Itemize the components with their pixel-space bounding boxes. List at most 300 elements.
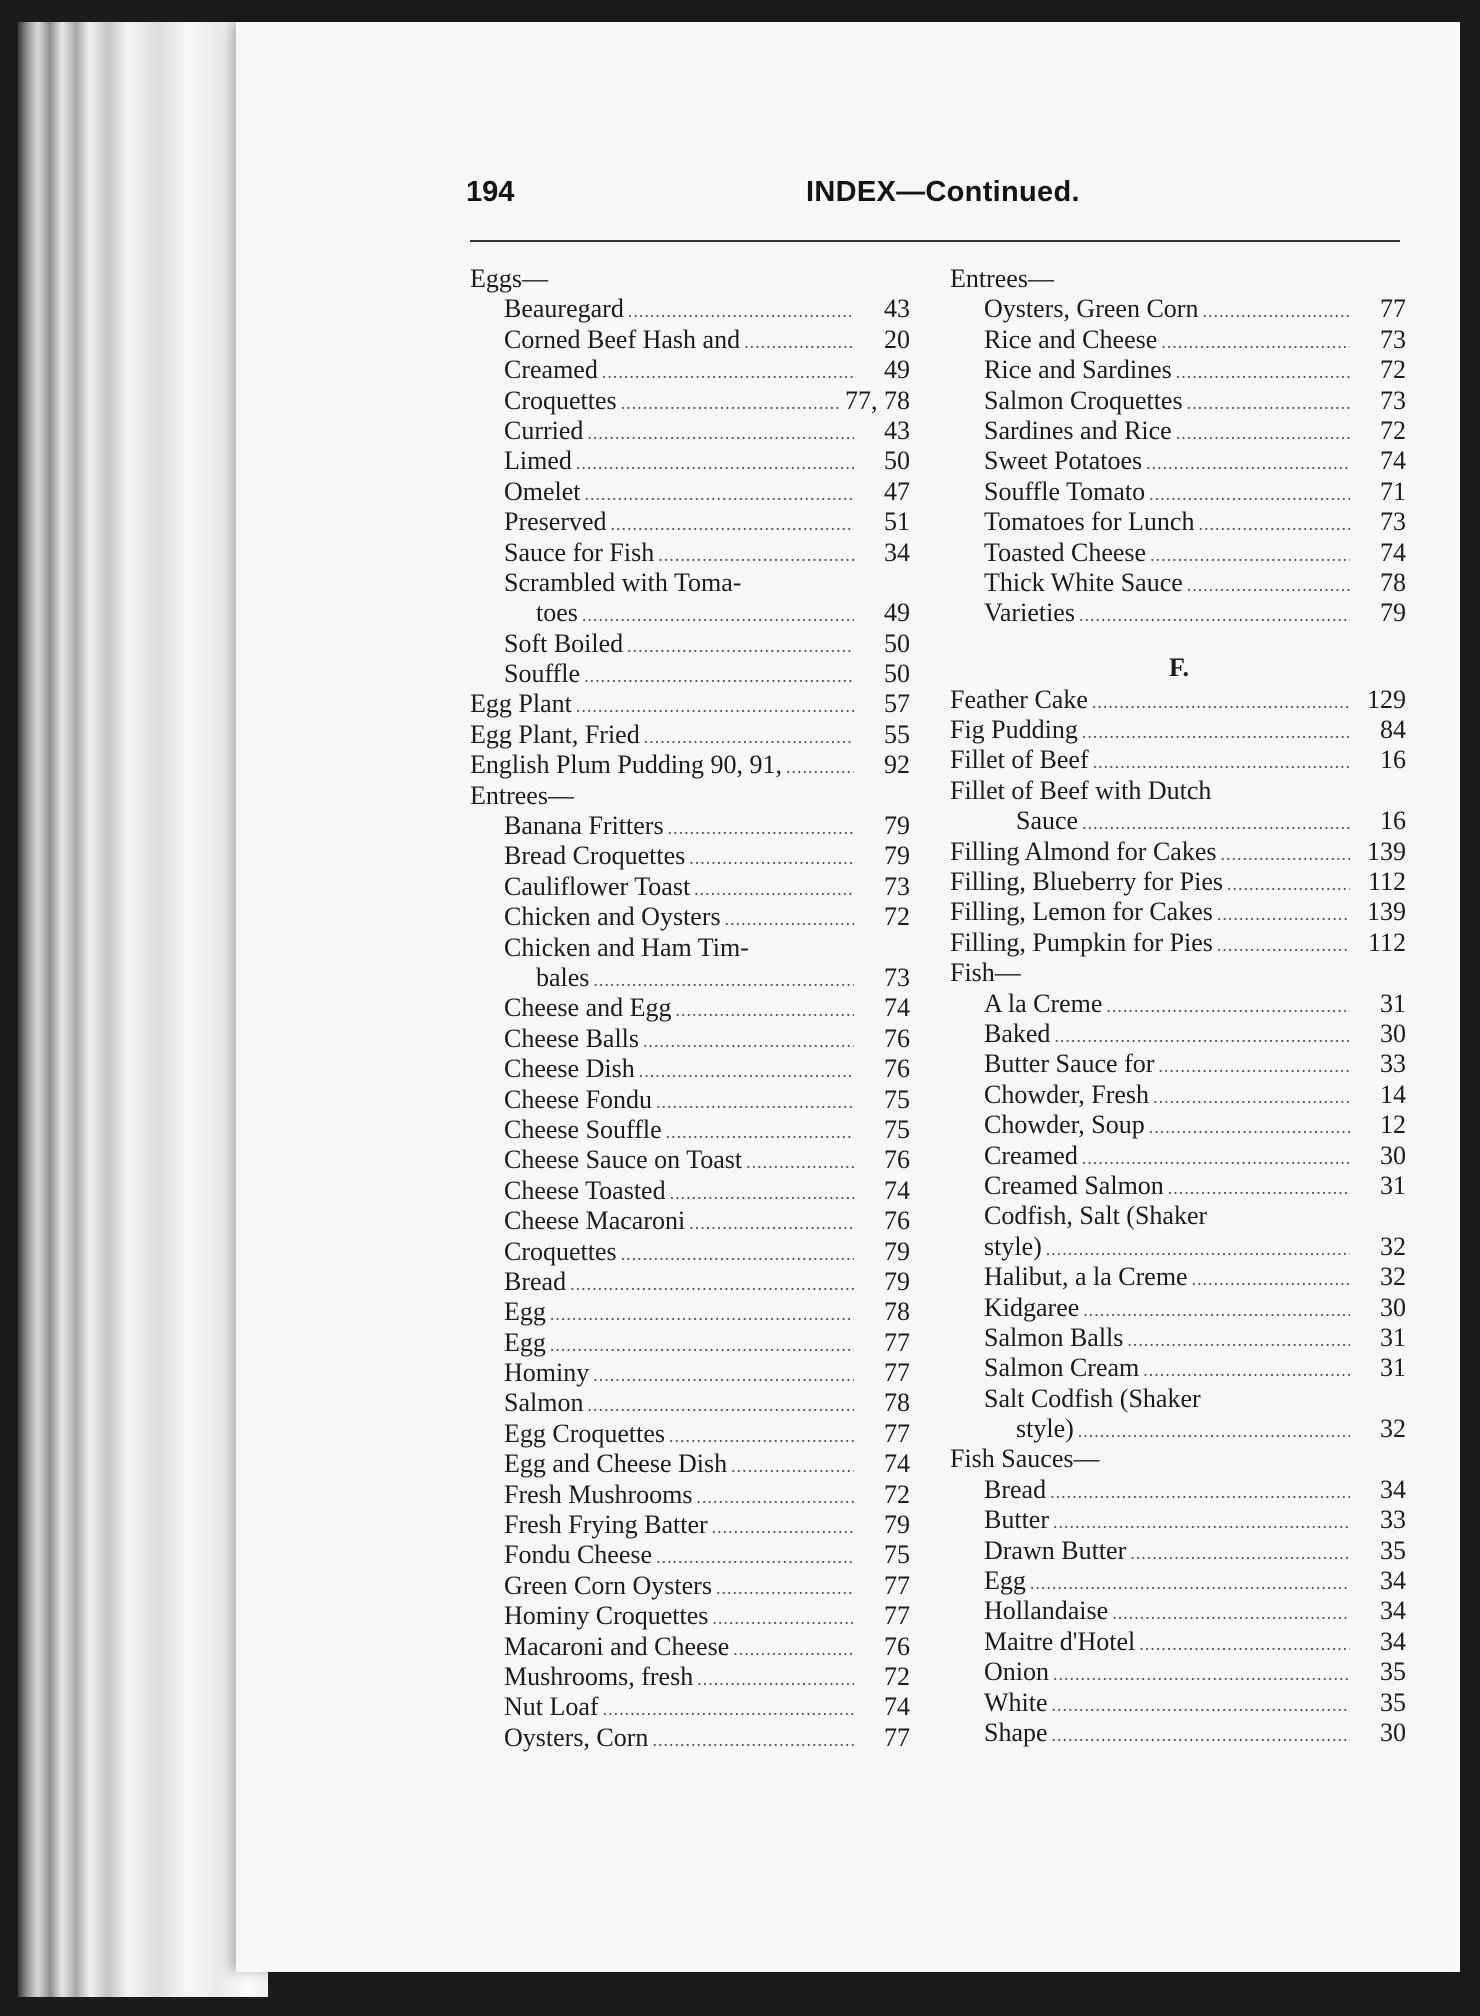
dot-leader xyxy=(669,1421,854,1451)
index-entry xyxy=(470,1297,912,1327)
dot-leader xyxy=(1106,991,1350,1021)
index-entry-label: style) xyxy=(984,1231,1042,1261)
dot-leader xyxy=(1143,1355,1350,1385)
index-entry-label: Soft Boiled xyxy=(504,628,624,658)
index-entry-label: Curried xyxy=(504,415,584,445)
index-entry xyxy=(470,507,912,537)
index-entry xyxy=(470,1723,912,1753)
index-entry-label: Fondu Cheese xyxy=(504,1540,653,1570)
dot-leader xyxy=(1046,1234,1350,1264)
index-entry-page: 73 xyxy=(1380,324,1406,354)
index-entry xyxy=(470,629,912,659)
index-entry-label: Fig Pudding xyxy=(950,715,1078,745)
dot-leader xyxy=(639,1056,854,1086)
index-entry-label: Entrees— xyxy=(950,264,1054,293)
index-entry-label: Filling, Pumpkin for Pies xyxy=(950,927,1213,957)
index-heading xyxy=(950,1384,1408,1414)
index-entry-label: Fish— xyxy=(950,958,1021,988)
index-entry xyxy=(470,1328,912,1358)
index-entry-label: Cheese Macaroni xyxy=(504,1206,686,1236)
index-heading xyxy=(470,264,912,294)
index-entry-page: 72 xyxy=(1380,355,1406,385)
index-entry xyxy=(470,1206,912,1236)
index-entry xyxy=(950,1323,1408,1353)
index-entry-label: Chowder, Soup xyxy=(984,1110,1145,1140)
index-entry-page: 35 xyxy=(1380,1535,1406,1565)
index-entry xyxy=(470,1571,912,1601)
index-entry-label: Egg xyxy=(984,1566,1026,1596)
index-entry xyxy=(470,1388,912,1418)
index-entry xyxy=(950,1293,1408,1323)
index-heading xyxy=(470,933,912,963)
index-entry-label: Egg xyxy=(504,1297,546,1327)
index-entry-label: Rice and Cheese xyxy=(984,324,1158,354)
index-entry-label: Butter Sauce for xyxy=(984,1049,1155,1079)
index-entry xyxy=(470,1540,912,1570)
index-entry xyxy=(470,1449,912,1479)
index-entry-page: 34 xyxy=(1380,1596,1406,1626)
index-entry-label: Cheese Souffle xyxy=(504,1114,662,1144)
dot-leader xyxy=(1187,388,1350,418)
index-entry-label: Cheese Dish xyxy=(504,1054,635,1084)
index-entry-page: 30 xyxy=(1380,1717,1406,1747)
index-entry xyxy=(470,1662,912,1692)
index-entry xyxy=(950,1232,1408,1262)
index-entry-label: Croquettes xyxy=(504,385,617,415)
index-entry xyxy=(470,325,912,355)
index-column-left xyxy=(470,264,912,1753)
index-entry-label: Preserved xyxy=(504,507,607,537)
index-entry xyxy=(470,963,912,993)
index-entry-page: 12 xyxy=(1380,1110,1406,1140)
dot-leader xyxy=(628,296,854,326)
index-entry xyxy=(470,598,912,628)
index-entry-page: 74 xyxy=(884,1692,910,1722)
index-entry-label: Tomatoes for Lunch xyxy=(984,507,1195,537)
dot-leader xyxy=(627,631,854,661)
index-entry-page: 73 xyxy=(884,962,910,992)
dot-leader xyxy=(670,1178,854,1208)
index-heading xyxy=(470,568,912,598)
index-entry-page: 73 xyxy=(1380,507,1406,537)
index-entry-label: Hominy xyxy=(504,1358,590,1388)
index-entry-label: Filling Almond for Cakes xyxy=(950,836,1217,866)
index-entry-label: Hollandaise xyxy=(984,1596,1109,1626)
index-entry-label: Egg Plant, Fried xyxy=(470,719,640,749)
index-entry-page: 72 xyxy=(884,902,910,932)
index-entry xyxy=(470,477,912,507)
dot-leader xyxy=(668,813,854,843)
index-entry-label: Souffle Tomato xyxy=(984,476,1146,506)
dot-leader xyxy=(576,691,854,721)
index-entry-page: 33 xyxy=(1380,1505,1406,1535)
index-entry-page: 77 xyxy=(884,1570,910,1600)
index-entry-page: 14 xyxy=(1380,1079,1406,1109)
index-entry-page: 43 xyxy=(884,294,910,324)
index-entry-page: 49 xyxy=(884,355,910,385)
index-entry-label: Bread Croquettes xyxy=(504,841,686,871)
index-entry xyxy=(950,1141,1408,1171)
index-entry xyxy=(470,1024,912,1054)
index-entry xyxy=(950,1110,1408,1140)
index-entry-label: Fillet of Beef xyxy=(950,745,1089,775)
index-entry-label: Macaroni and Cheese xyxy=(504,1631,730,1661)
index-entry-page: 76 xyxy=(884,1631,910,1661)
index-entry-label: Salmon xyxy=(504,1388,584,1418)
index-entry xyxy=(950,837,1408,867)
page-header xyxy=(466,176,1396,226)
index-entry-label: Egg Croquettes xyxy=(504,1418,666,1448)
dot-leader xyxy=(1198,509,1350,539)
dot-leader xyxy=(689,1208,854,1238)
dot-leader xyxy=(1161,327,1350,357)
dot-leader xyxy=(1052,1690,1350,1720)
index-entry-label: Salmon Cream xyxy=(984,1353,1140,1383)
index-entry-label: Scrambled with Toma- xyxy=(504,567,742,597)
index-entry xyxy=(950,416,1408,446)
index-entry-label: Omelet xyxy=(504,476,581,506)
index-entry-label: Cheese Balls xyxy=(504,1023,640,1053)
index-entry-label: Fresh Mushrooms xyxy=(504,1479,693,1509)
index-entry xyxy=(950,1262,1408,1292)
index-entry xyxy=(470,1145,912,1175)
dot-leader xyxy=(786,752,854,782)
index-entry-label: Onion xyxy=(984,1657,1049,1687)
index-entry xyxy=(950,806,1408,836)
index-entry-page: 16 xyxy=(1380,806,1406,836)
index-entry xyxy=(470,1601,912,1631)
index-entry-page: 79 xyxy=(884,1510,910,1540)
dot-leader xyxy=(1153,1082,1350,1112)
index-entry-page: 92 xyxy=(884,750,910,780)
index-entry-page: 129 xyxy=(1367,684,1406,714)
index-entry-label: Chowder, Fresh xyxy=(984,1079,1150,1109)
index-entry-page: 76 xyxy=(884,1023,910,1053)
index-heading xyxy=(470,781,912,811)
dot-leader xyxy=(621,388,841,418)
index-entry-label: Cauliflower Toast xyxy=(504,871,691,901)
index-entry-label: Bread xyxy=(504,1266,567,1296)
dot-leader xyxy=(1158,1051,1350,1081)
index-entry-label: Creamed xyxy=(984,1140,1078,1170)
index-entry-page: 31 xyxy=(1380,1322,1406,1352)
index-entry xyxy=(950,928,1408,958)
index-entry xyxy=(950,1566,1408,1596)
index-entry-page: 34 xyxy=(1380,1566,1406,1596)
index-entry-label: Nut Loaf xyxy=(504,1692,599,1722)
index-entry-label: A la Creme xyxy=(984,988,1103,1018)
dot-leader xyxy=(1092,687,1350,717)
dot-leader xyxy=(712,1512,854,1542)
index-entry-page: 55 xyxy=(884,719,910,749)
index-entry-page: 77, 78 xyxy=(845,385,910,415)
dot-leader xyxy=(1202,296,1350,326)
dot-leader xyxy=(585,479,854,509)
index-entry-label: Butter xyxy=(984,1505,1049,1535)
dot-leader xyxy=(643,1026,854,1056)
index-entry xyxy=(470,1115,912,1145)
index-entry-label: Kidgaree xyxy=(984,1292,1080,1322)
dot-leader xyxy=(1079,600,1350,630)
index-entry xyxy=(950,1505,1408,1535)
dot-leader xyxy=(1053,1507,1350,1537)
index-entry xyxy=(470,416,912,446)
index-entry-label: style) xyxy=(1016,1414,1074,1444)
index-entry xyxy=(470,1480,912,1510)
index-entry xyxy=(950,1475,1408,1505)
index-entry-page: 78 xyxy=(1380,567,1406,597)
dot-leader xyxy=(1176,357,1350,387)
book-page-edges xyxy=(18,22,268,1997)
dot-leader xyxy=(689,843,854,873)
index-entry xyxy=(950,1536,1408,1566)
index-entry-page: 32 xyxy=(1380,1231,1406,1261)
dot-leader xyxy=(716,1573,854,1603)
index-entry xyxy=(470,1085,912,1115)
index-entry xyxy=(470,872,912,902)
dot-leader xyxy=(584,661,854,691)
index-heading xyxy=(950,776,1408,806)
index-entry xyxy=(470,1237,912,1267)
index-entry-page: 30 xyxy=(1380,1140,1406,1170)
index-entry-page: 77 xyxy=(884,1722,910,1752)
index-entry-page: 32 xyxy=(1380,1414,1406,1444)
dot-leader xyxy=(593,965,854,995)
index-entry-label: Eggs— xyxy=(470,264,548,293)
dot-leader xyxy=(712,1603,854,1633)
index-entry-page: 77 xyxy=(1380,294,1406,324)
index-entry-label: Fresh Frying Batter xyxy=(504,1510,708,1540)
index-entry-label: Green Corn Oysters xyxy=(504,1570,712,1600)
dot-leader xyxy=(1082,1143,1350,1173)
index-entry xyxy=(470,720,912,750)
index-entry xyxy=(950,1596,1408,1626)
dot-leader xyxy=(658,540,854,570)
index-entry xyxy=(950,1080,1408,1110)
index-entry-label: Creamed Salmon xyxy=(984,1170,1164,1200)
dot-leader xyxy=(1093,747,1350,777)
index-entry-page: 57 xyxy=(884,689,910,719)
dot-leader xyxy=(603,1694,854,1724)
index-entry-label: Cheese Fondu xyxy=(504,1084,653,1114)
index-entry-page: 112 xyxy=(1367,867,1406,897)
index-entry-page: 112 xyxy=(1367,927,1406,957)
index-entry-page: 77 xyxy=(884,1327,910,1357)
dot-leader xyxy=(644,722,854,752)
index-entry-page: 75 xyxy=(884,1540,910,1570)
index-entry-label: Filling, Blueberry for Pies xyxy=(950,867,1223,897)
index-entry-label: Salmon Croquettes xyxy=(984,385,1183,415)
index-entry xyxy=(470,689,912,719)
dot-leader xyxy=(652,1725,854,1755)
index-entry xyxy=(470,993,912,1023)
index-entry-page: 76 xyxy=(884,1206,910,1236)
index-entry-page: 16 xyxy=(1380,745,1406,775)
index-entry-label: Entrees— xyxy=(470,780,574,810)
index-entry-label: Sweet Potatoes xyxy=(984,446,1143,476)
dot-leader xyxy=(1176,418,1350,448)
index-entry-label: Croquettes xyxy=(504,1236,617,1266)
index-entry xyxy=(950,1414,1408,1444)
dot-leader xyxy=(1112,1598,1350,1628)
index-entry xyxy=(950,538,1408,568)
running-head-title: INDEX—Continued. xyxy=(806,176,1080,208)
index-entry-page: 74 xyxy=(884,1449,910,1479)
dot-leader xyxy=(1217,930,1350,960)
index-entry-label: Fillet of Beef with Dutch xyxy=(950,775,1212,805)
dot-leader xyxy=(1227,869,1350,899)
index-entry xyxy=(950,1657,1408,1687)
index-entry xyxy=(470,1176,912,1206)
index-entry xyxy=(950,1171,1408,1201)
dot-leader xyxy=(550,1330,854,1360)
index-entry xyxy=(470,294,912,324)
dot-leader xyxy=(576,448,854,478)
index-entry-page: 30 xyxy=(1380,1292,1406,1322)
index-entry-page: 74 xyxy=(1380,446,1406,476)
index-entry-label: Shape xyxy=(984,1717,1048,1747)
index-entry xyxy=(470,1358,912,1388)
index-entry-label: Fish Sauces— xyxy=(950,1444,1100,1474)
index-entry xyxy=(950,1049,1408,1079)
index-entry-label: Beauregard xyxy=(504,294,624,324)
dot-leader xyxy=(587,1390,854,1420)
index-entry-label: toes xyxy=(536,598,578,628)
index-entry-label: Sauce for Fish xyxy=(504,537,655,567)
dot-leader xyxy=(587,418,854,448)
index-entry xyxy=(470,841,912,871)
index-entry-page: 77 xyxy=(884,1601,910,1631)
index-entry-label: Egg xyxy=(504,1327,546,1357)
header-rule xyxy=(470,240,1400,242)
index-entry-page: 79 xyxy=(1380,598,1406,628)
index-entry-page: 49 xyxy=(884,598,910,628)
index-entry xyxy=(470,902,912,932)
index-entry-page: 73 xyxy=(884,871,910,901)
dot-leader xyxy=(656,1087,854,1117)
index-entry-page: 76 xyxy=(884,1145,910,1175)
index-entry-label: Filling, Lemon for Cakes xyxy=(950,897,1213,927)
index-entry-label: Bread xyxy=(984,1474,1047,1504)
index-entry-label: White xyxy=(984,1687,1048,1717)
index-entry-label: Egg Plant xyxy=(470,689,572,719)
index-entry-page: 78 xyxy=(884,1297,910,1327)
index-entry xyxy=(470,1419,912,1449)
index-entry xyxy=(950,1353,1408,1383)
index-column-right xyxy=(950,264,1408,1748)
index-entry-label: Salt Codfish (Shaker xyxy=(984,1383,1201,1413)
dot-leader xyxy=(1168,1173,1350,1203)
index-entry-page: 79 xyxy=(884,1236,910,1266)
index-entry-label: Sardines and Rice xyxy=(984,415,1172,445)
index-entry xyxy=(470,446,912,476)
index-entry-label: bales xyxy=(536,962,590,992)
index-entry xyxy=(950,507,1408,537)
index-entry-page: 35 xyxy=(1380,1687,1406,1717)
index-entry-page: 75 xyxy=(884,1084,910,1114)
index-entry-label: Codfish, Salt (Shaker xyxy=(984,1201,1208,1231)
dot-leader xyxy=(1082,717,1350,747)
index-entry xyxy=(950,568,1408,598)
index-entry xyxy=(950,1019,1408,1049)
dot-leader xyxy=(1149,1112,1350,1142)
index-entry-page: 79 xyxy=(884,841,910,871)
index-entry-page: 73 xyxy=(1380,385,1406,415)
index-entry-label: Oysters, Corn xyxy=(504,1722,649,1752)
dot-leader xyxy=(1078,1416,1350,1446)
index-entry xyxy=(470,538,912,568)
index-heading xyxy=(950,264,1408,294)
dot-leader xyxy=(676,995,854,1025)
index-entry xyxy=(470,1632,912,1662)
index-entry-page: 30 xyxy=(1380,1018,1406,1048)
index-entry-label: English Plum Pudding 90, 91, xyxy=(470,750,783,780)
dot-leader xyxy=(1146,448,1350,478)
dot-leader xyxy=(733,1634,854,1664)
index-entry-page: 77 xyxy=(884,1358,910,1388)
index-entry-page: 139 xyxy=(1367,836,1406,866)
index-entry-page: 31 xyxy=(1380,1170,1406,1200)
dot-leader xyxy=(1053,1659,1350,1689)
index-section-letter xyxy=(950,651,1408,685)
index-entry xyxy=(950,294,1408,324)
dot-leader xyxy=(725,904,854,934)
index-entry-label: Baked xyxy=(984,1018,1051,1048)
index-entry xyxy=(950,1688,1408,1718)
dot-leader xyxy=(570,1269,854,1299)
dot-leader xyxy=(582,600,854,630)
index-entry-label: Banana Fritters xyxy=(504,811,664,841)
dot-leader xyxy=(1083,1295,1350,1325)
index-entry xyxy=(950,477,1408,507)
index-entry-page: 77 xyxy=(884,1418,910,1448)
index-entry-page: 20 xyxy=(884,324,910,354)
index-entry-page: 34 xyxy=(1380,1474,1406,1504)
index-entry-label: Oysters, Green Corn xyxy=(984,294,1199,324)
index-entry-page: 32 xyxy=(1380,1262,1406,1292)
dot-leader xyxy=(1139,1629,1350,1659)
index-entry-label: Hominy Croquettes xyxy=(504,1601,709,1631)
index-entry xyxy=(470,811,912,841)
dot-leader xyxy=(697,1664,854,1694)
index-entry xyxy=(950,598,1408,628)
index-entry xyxy=(470,355,912,385)
index-entry-label: Souffle xyxy=(504,659,581,689)
index-entry-label: Cheese Toasted xyxy=(504,1175,666,1205)
index-entry-page: 34 xyxy=(884,537,910,567)
index-entry xyxy=(470,1692,912,1722)
index-entry-page: 31 xyxy=(1380,1353,1406,1383)
index-entry xyxy=(950,897,1408,927)
dot-leader xyxy=(593,1360,854,1390)
index-entry xyxy=(470,1510,912,1540)
index-entry-label: Cheese Sauce on Toast xyxy=(504,1145,743,1175)
dot-leader xyxy=(1130,1538,1350,1568)
dot-leader xyxy=(731,1451,854,1481)
index-entry-page: 47 xyxy=(884,476,910,506)
index-entry xyxy=(950,745,1408,775)
index-entry-label: Thick White Sauce xyxy=(984,567,1183,597)
index-entry-page: 43 xyxy=(884,415,910,445)
index-entry-page: 51 xyxy=(884,507,910,537)
index-entry-page: 33 xyxy=(1380,1049,1406,1079)
index-entry-label: Drawn Butter xyxy=(984,1535,1127,1565)
page-number: 194 xyxy=(466,176,515,208)
dot-leader xyxy=(666,1117,854,1147)
index-entry xyxy=(470,659,912,689)
index-entry xyxy=(950,685,1408,715)
dot-leader xyxy=(602,357,854,387)
